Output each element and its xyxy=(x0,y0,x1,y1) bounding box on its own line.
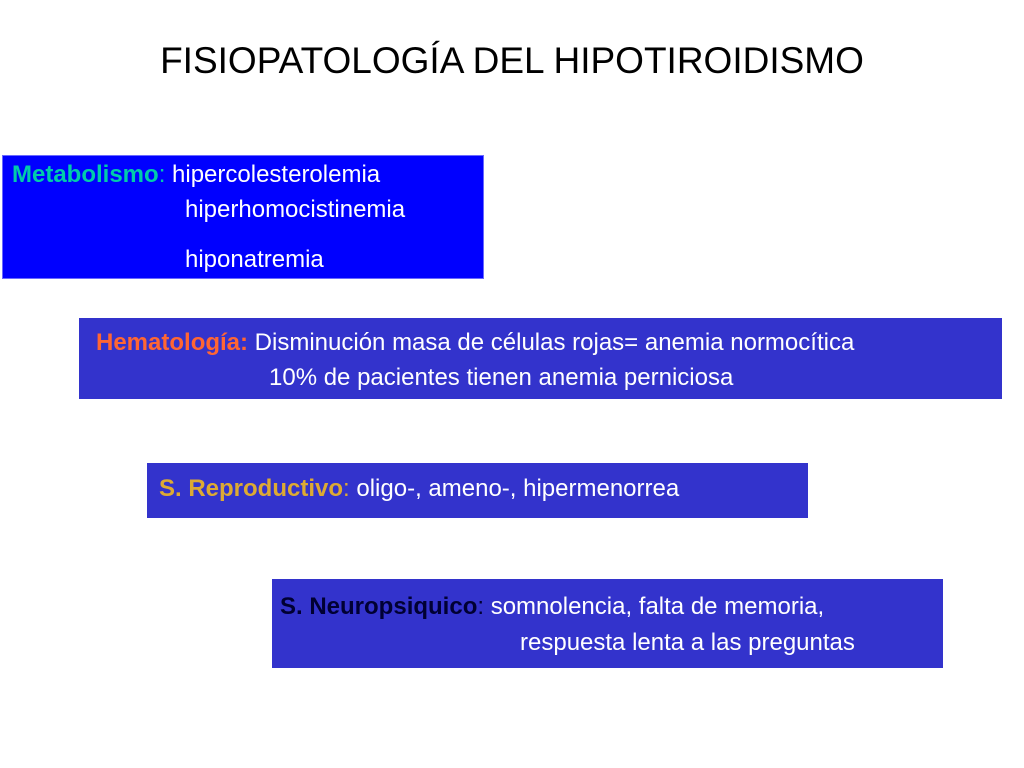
metabolismo-item-3: hiponatremia xyxy=(185,246,324,273)
neuropsiquico-line-1 xyxy=(280,589,824,625)
hematologia-text-2: 10% de pacientes tienen anemia perniciosa xyxy=(269,364,734,391)
metabolismo-separator: : xyxy=(158,161,173,188)
hematologia-box xyxy=(79,318,1002,399)
hematologia-text-1: Disminución masa de células rojas= anemia normocítica xyxy=(248,329,855,356)
neuropsiquico-separator: : xyxy=(477,593,491,620)
reproductivo-box xyxy=(147,463,808,518)
hematologia-heading: Hematología: xyxy=(96,329,249,356)
hematologia-line-1 xyxy=(96,325,854,361)
metabolismo-heading: Metabolismo xyxy=(12,161,159,188)
metabolismo-box xyxy=(2,155,484,279)
reproductivo-line xyxy=(159,471,679,507)
neuropsiquico-text-2: respuesta lenta a las preguntas xyxy=(520,629,855,656)
reproductivo-text: oligo-, ameno-, hipermenorrea xyxy=(356,475,680,502)
metabolismo-item-2: hiperhomocistinemia xyxy=(185,196,406,223)
neuropsiquico-text-1: somnolencia, falta de memoria, xyxy=(490,593,825,620)
reproductivo-heading: S. Reproductivo xyxy=(159,475,344,502)
neuropsiquico-heading: S. Neuropsiquico xyxy=(280,593,478,620)
slide-title: FISIOPATOLOGÍA DEL HIPOTIROIDISMO xyxy=(160,40,864,81)
neuropsiquico-box xyxy=(272,579,943,668)
metabolismo-line-1 xyxy=(12,157,380,193)
reproductivo-separator: : xyxy=(343,475,357,502)
metabolismo-item-1: hipercolesterolemia xyxy=(172,161,381,188)
